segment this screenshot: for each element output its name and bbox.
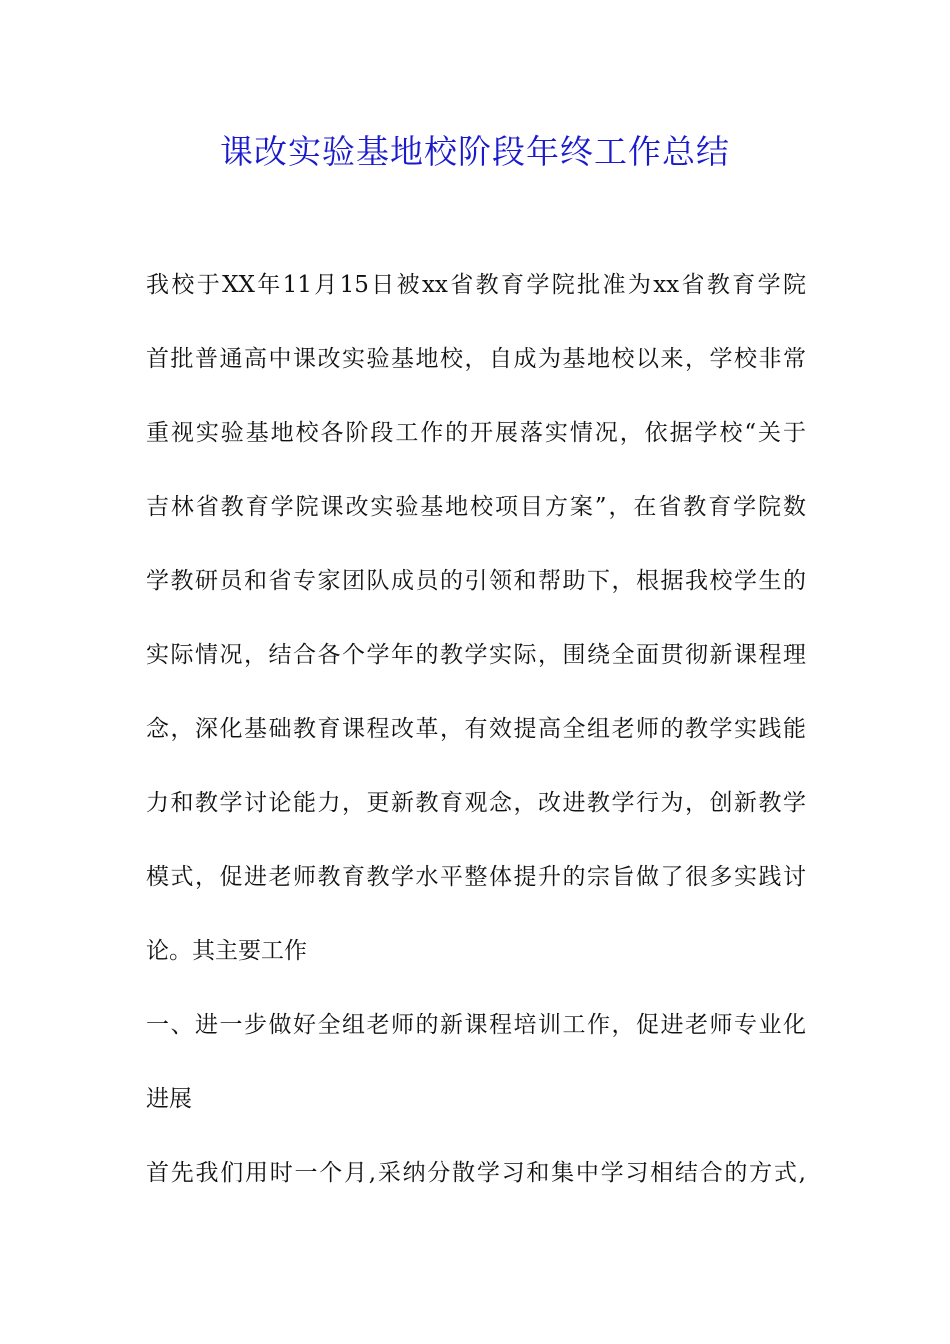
document-title: 课改实验基地校阶段年终工作总结 — [220, 132, 730, 171]
paragraph-line: 学教研员和省专家团队成员的引领和帮助下，根据我校学生的 — [146, 568, 806, 594]
section-heading-1 — [146, 988, 806, 1136]
paragraph-intro — [146, 248, 806, 988]
paragraph-line: 我校于XX年11月15日被xx省教育学院批准为xx省教育学院 — [146, 272, 806, 298]
paragraph-training — [146, 1136, 806, 1210]
paragraph-line: 论。其主要工作 — [146, 938, 307, 964]
paragraph-line: 实际情况，结合各个学年的教学实际，围绕全面贯彻新课程理 — [146, 642, 806, 668]
paragraph-line: 模式，促进老师教育教学水平整体提升的宗旨做了很多实践讨 — [146, 864, 806, 890]
heading-line: 一、进一步做好全组老师的新课程培训工作，促进老师专业化 — [146, 1012, 806, 1038]
paragraph-line: 首先我们用时一个月,采纳分散学习和集中学习相结合的方式, — [146, 1160, 806, 1186]
paragraph-line: 重视实验基地校各阶段工作的开展落实情况，依据学校“关于 — [146, 420, 806, 446]
heading-line: 进展 — [146, 1086, 192, 1112]
paragraph-line: 吉林省教育学院课改实验基地校项目方案”，在省教育学院数 — [146, 494, 806, 520]
paragraph-line: 首批普通高中课改实验基地校，自成为基地校以来，学校非常 — [146, 346, 806, 372]
paragraph-line: 力和教学讨论能力，更新教育观念，改进教学行为，创新教学 — [146, 790, 806, 816]
paragraph-line: 念，深化基础教育课程改革，有效提高全组老师的教学实践能 — [146, 716, 806, 742]
